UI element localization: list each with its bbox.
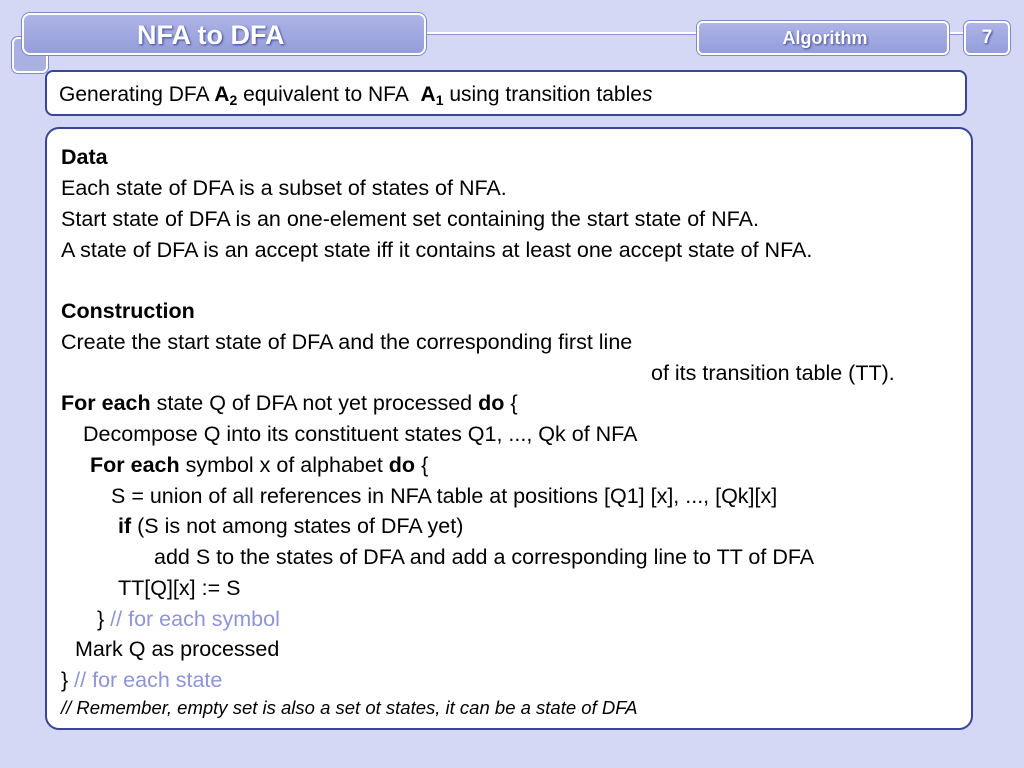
page-number: 7 — [964, 21, 1010, 55]
add-s-line: add S to the states of DFA and add a corresponding line to TT of DFA — [154, 545, 815, 569]
subtitle-a2: A — [214, 83, 230, 106]
assign-line: TT[Q][x] := S — [118, 576, 241, 600]
content-box — [45, 127, 973, 730]
section-tab — [697, 21, 949, 55]
subtitle-text-3: using transition table — [449, 83, 642, 106]
close-state-line: } // for each state — [61, 668, 223, 692]
subtitle-text-1: Generating DFA — [59, 83, 209, 106]
data-heading: Data — [61, 145, 108, 169]
empty-set-note: // Remember, empty set is also a set ot states, it can be a state of DFA — [61, 697, 638, 718]
subtitle-box — [45, 70, 967, 116]
section-label: Algorithm — [782, 28, 868, 48]
subtitle-a1-sub: 1 — [435, 92, 444, 108]
construction-heading: Construction — [61, 299, 195, 323]
construction-line-1: Create the start state of DFA and the corresponding first line — [61, 330, 633, 354]
close-symbol-line: } // for each symbol — [97, 607, 280, 631]
subtitle-text-2: equivalent to NFA — [243, 83, 409, 106]
union-line: S = union of all references in NFA table at positions [Q1] [x], ..., [Qk][x] — [111, 484, 778, 508]
if-line: if (S is not among states of DFA yet) — [118, 514, 464, 538]
header-divider-left — [420, 32, 700, 34]
foreach-symbol-line: For each symbol x of alphabet do { — [90, 453, 429, 477]
title-tab — [22, 13, 426, 55]
decompose-line: Decompose Q into its constituent states Q1, ..., Qk of NFA — [83, 422, 638, 446]
data-line-2: Start state of DFA is an one-element set containing the start state of NFA. — [61, 207, 759, 231]
subtitle-a2-sub: 2 — [229, 92, 238, 108]
data-line-1: Each state of DFA is a subset of states of NFA. — [61, 176, 507, 200]
construction-line-1-cont: of its transition table (TT). — [651, 361, 895, 385]
subtitle-a1: A — [420, 83, 436, 106]
slide-title: NFA to DFA — [137, 20, 285, 50]
subtitle-italic-s: s — [641, 83, 653, 106]
foreach-state-line: For each state Q of DFA not yet processed do { — [61, 391, 518, 415]
mark-line: Mark Q as processed — [75, 637, 280, 661]
data-line-3: A state of DFA is an accept state iff it contains at least one accept state of NFA. — [61, 238, 813, 262]
